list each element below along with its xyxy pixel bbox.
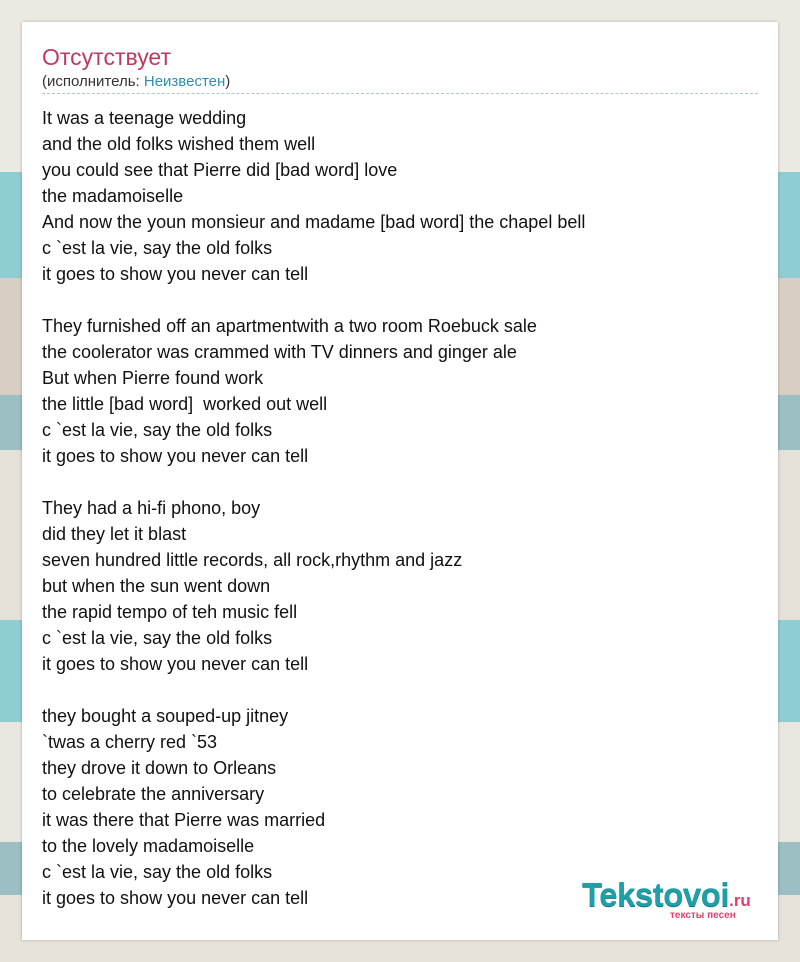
artist-prefix: (исполнитель:: [42, 73, 144, 90]
lyric-line: It was a teenage wedding: [42, 108, 247, 128]
lyrics-text: [42, 105, 758, 911]
lyric-line: c `est la vie, say the old folks: [42, 238, 273, 258]
lyric-line: they bought a souped-up jitney: [42, 706, 289, 726]
lyric-line: the little [bad word] worked out well: [42, 394, 328, 414]
song-title: Отсутствует: [42, 44, 171, 70]
logo-name: Tekstovoi: [582, 876, 730, 913]
lyric-line: to the lovely madamoiselle: [42, 836, 255, 856]
lyric-line: `twas a cherry red `53: [42, 732, 218, 752]
lyric-line: seven hundred little records, all rock,rhythm and jazz: [42, 550, 463, 570]
lyric-line: the madamoiselle: [42, 186, 184, 206]
lyric-line: the coolerator was crammed with TV dinners and ginger ale: [42, 342, 517, 362]
lyric-line: to celebrate the anniversary: [42, 784, 265, 804]
lyric-line: it goes to show you never can tell: [42, 888, 309, 908]
lyric-line: it goes to show you never can tell: [42, 446, 309, 466]
logo-tld: .ru: [729, 891, 751, 910]
stanza-break: [42, 287, 758, 313]
lyric-line: They had a hi-fi phono, boy: [42, 498, 261, 518]
stanza-break: [42, 469, 758, 495]
lyric-line: and the old folks wished them well: [42, 134, 316, 154]
title-divider: [42, 93, 758, 94]
artist-link[interactable]: Неизвестен: [143, 73, 226, 90]
artist-line: [42, 73, 230, 91]
lyric-line: the rapid tempo of teh music fell: [42, 602, 298, 622]
lyric-line: But when Pierre found work: [42, 368, 264, 388]
lyric-line: They furnished off an apartmentwith a two room Roebuck sale: [42, 316, 537, 336]
lyric-line: but when the sun went down: [42, 576, 271, 596]
lyric-line: c `est la vie, say the old folks: [42, 628, 273, 648]
lyric-line: c `est la vie, say the old folks: [42, 420, 273, 440]
site-logo[interactable]: [582, 877, 792, 921]
logo-tagline: тексты песен: [670, 910, 736, 921]
lyric-line: did they let it blast: [42, 524, 187, 544]
lyric-line: And now the youn monsieur and madame [bad word] the chapel bell: [42, 212, 586, 232]
lyric-line: c `est la vie, say the old folks: [42, 862, 273, 882]
lyric-line: you could see that Pierre did [bad word] love: [42, 160, 398, 180]
stanza-break: [42, 677, 758, 703]
lyric-line: it goes to show you never can tell: [42, 264, 309, 284]
lyric-line: it goes to show you never can tell: [42, 654, 309, 674]
lyric-line: they drove it down to Orleans: [42, 758, 277, 778]
lyric-line: it was there that Pierre was married: [42, 810, 326, 830]
lyrics-card: [22, 22, 778, 940]
artist-suffix: ): [225, 73, 231, 90]
